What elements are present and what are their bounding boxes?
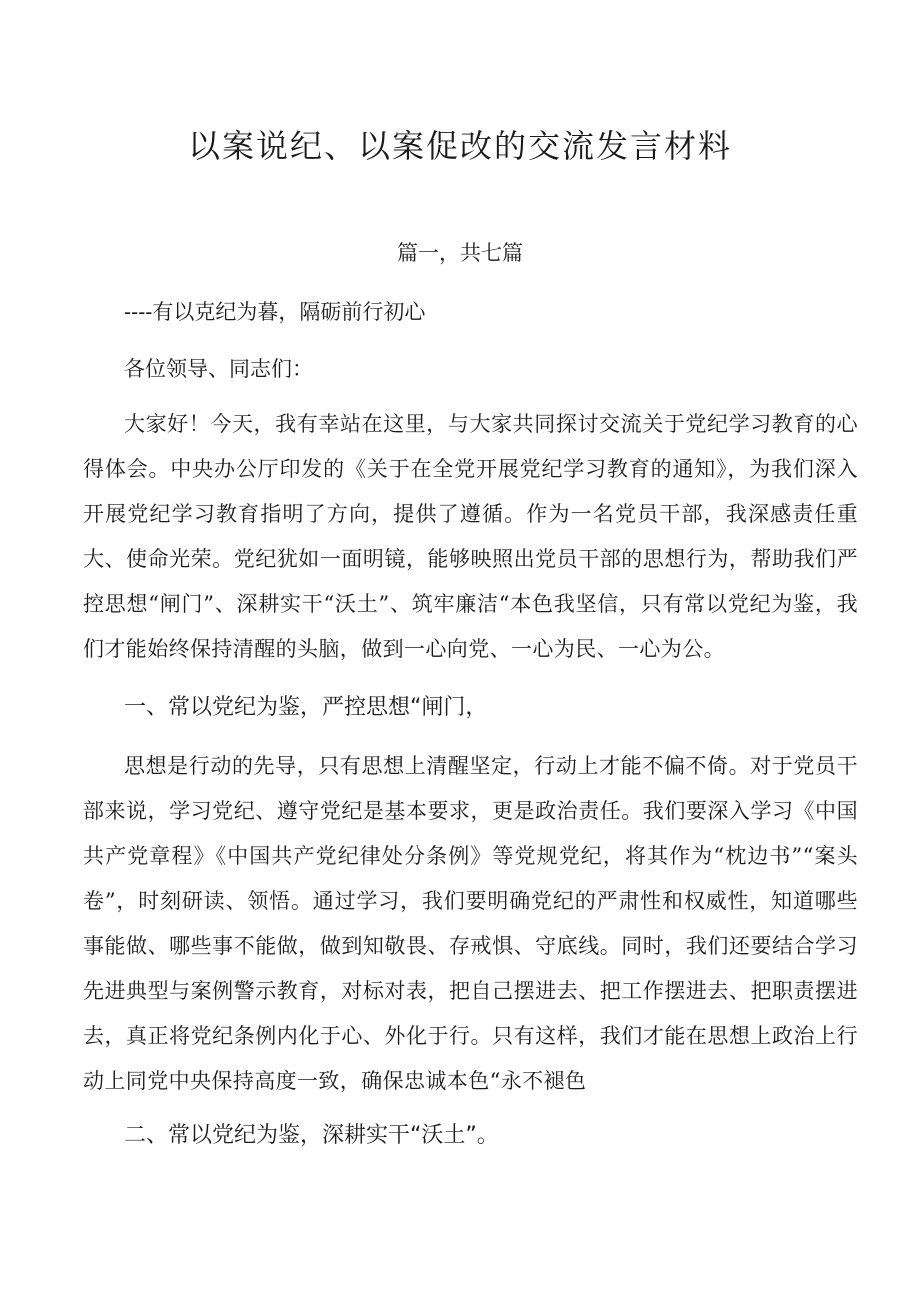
section-label: 篇一，共七篇: [397, 241, 523, 265]
section-heading: 一、常以党纪为鉴，严控思想“闸门，: [124, 695, 488, 720]
section-heading: 二、常以党纪为鉴，深耕实干“沃土”。: [124, 1123, 499, 1148]
subtitle: ----有以克纪为暮，隔砺前行初心: [124, 300, 426, 324]
body-paragraph: 思想是行动的先导，只有思想上清醒坚定，行动上才能不偏不倚。对于党员干部来说，学习党纪、遵守党纪是基本要求，更是政治责任。我们要深入学习《中国共产党章程》《中国共产党纪律处分条例》等党规党纪，将其作为“枕边书”“案头卷”，时刻研读、领悟。通过学习，我们要明确党纪的严肃性和权威性，知道哪些事能做、哪些事不能做，做到知敬畏、存戒惧、守底线。同时，我们还要结合学习先进典型与案例警示教育，对标对表，把自己摆进去、把工作摆进去、把职责摆进去，真正将党纪条例内化于心、外化于行。只有这样，我们才能在思想上政治上行动上同党中央保持高度一致，确保忠诚本色“永不褪色: [83, 754, 858, 1093]
salutation: 各位领导、同志们：: [124, 357, 313, 381]
document-title: 以案说纪、以案促改的交流发言材料: [187, 127, 732, 165]
body-paragraph: 大家好！今天，我有幸站在这里，与大家共同探讨交流关于党纪学习教育的心得体会。中央办公厅印发的《关于在全党开展党纪学习教育的通知》，为我们深入开展党纪学习教育指明了方向，提供了遵循。作为一名党员干部，我深感责任重大、使命光荣。党纪犹如一面明镜，能够映照出党员干部的思想行为，帮助我们严控思想“闸门”、深耕实干“沃土”、筑牢廉洁“本色我坚信，只有常以党纪为鉴，我们才能始终保持清醒的头脑，做到一心向党、一心为民、一心为公。: [83, 412, 858, 661]
